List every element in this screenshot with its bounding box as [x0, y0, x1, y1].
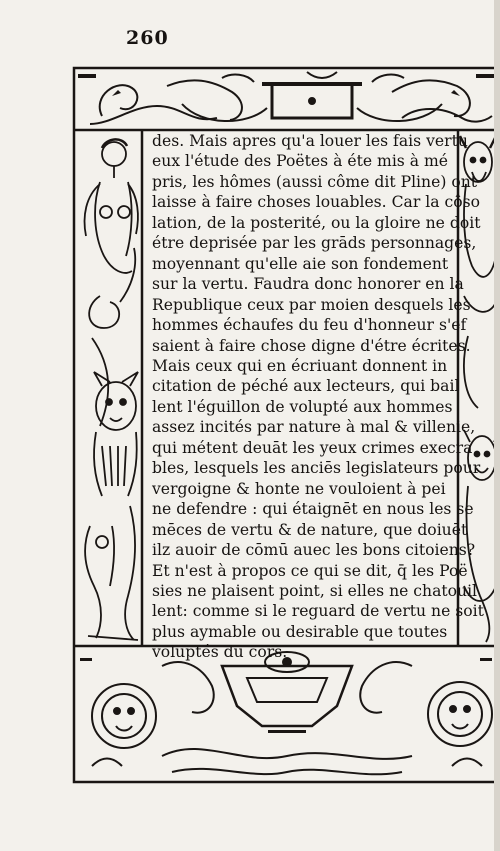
body-text — [152, 131, 484, 663]
footer-hatching — [80, 658, 492, 733]
text-line: lent: comme si le reguard de vertu ne soit — [152, 602, 484, 621]
text-line: Republique ceux par moien desquels les — [152, 295, 471, 314]
header-ornament — [90, 72, 492, 124]
page-edge-shadow — [494, 0, 500, 851]
text-line: des. Mais apres qu'a louer les fais vertu — [152, 132, 468, 150]
text-line: étre deprisée par les grāds personnages, — [152, 234, 477, 253]
text-line: lation, de la posterité, ou la gloire ne doit — [152, 213, 481, 232]
text-line: assez incités par nature à mal & villenie, — [152, 418, 476, 437]
text-line: Et n'est à propos ce qui se dit, q̄ les Poë — [152, 561, 468, 580]
text-line: voluptés du cors. — [152, 643, 288, 662]
text-line: citation de péché aux lecteurs, qui bail — [152, 377, 460, 396]
text-line: bles, lesquels les anciēs legislateurs pour — [152, 459, 481, 478]
text-line: sies ne plaisent point, si elles ne chatouil — [152, 581, 478, 600]
text-line: ne defendre : qui étaignēt en nous les se — [152, 500, 474, 519]
footer-ornament — [92, 652, 492, 774]
text-line: qui métent deuāt les yeux crimes execra — [152, 438, 473, 457]
text-line: pris, les hômes (aussi côme dit Pline) ont — [152, 172, 478, 191]
text-line: sur la vertu. Faudra donc honorer en la — [152, 275, 464, 294]
text-line: laisse à faire choses louables. Car la côso — [152, 193, 480, 212]
text-line: Mais ceux qui en écriuant donnent in — [152, 356, 448, 375]
text-line: hommes échaufes du feu d'honneur s'ef — [152, 316, 467, 335]
text-line: lent l'éguillon de volupté aux hommes — [152, 397, 453, 416]
text-line: eux l'étude des Poëtes à éte mis à mé — [152, 152, 449, 171]
text-line: saient à faire chose digne d'étre écrites. — [152, 336, 471, 355]
left-pillar-figures — [85, 139, 138, 640]
text-line: mēces de vertu & de nature, que doiuēt — [152, 520, 468, 539]
text-line: ilz auoir de cōmū auec les bons citoiens? — [152, 541, 476, 560]
text-line: moyennant qu'elle aie son fondement — [152, 254, 449, 273]
page-number: 260 — [126, 27, 169, 49]
text-line: vergoigne & honte ne vouloient à pei — [152, 479, 446, 498]
text-line: plus aymable ou desirable que toutes — [152, 622, 448, 641]
